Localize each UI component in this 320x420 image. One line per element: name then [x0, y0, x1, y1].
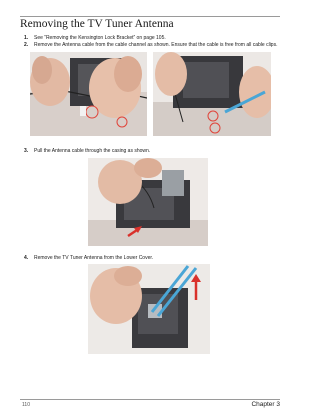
step-text: Remove the TV Tuner Antenna from the Lower Cover.: [34, 255, 154, 261]
step-text: See “Removing the Kensington Lock Bracket” on page 105.: [34, 35, 166, 41]
step-3-photo: [88, 158, 208, 246]
chapter-label: Chapter 3: [251, 401, 280, 408]
step-text: Remove the Antenna cable from the cable channel as shown. Ensure that the cable is free from all cable clips.: [34, 42, 278, 48]
page-number: 110: [22, 402, 30, 408]
page-title: Removing the TV Tuner Antenna: [20, 18, 174, 30]
footer-rule: [20, 399, 280, 400]
step-2-photo-left: [30, 52, 147, 136]
header-rule: [20, 16, 280, 17]
step-text: Pull the Antenna cable through the casing as shown.: [34, 148, 151, 154]
step-number: 2.: [24, 42, 29, 48]
step-2-photo-right: [153, 52, 271, 136]
step-4-photo: [88, 264, 210, 354]
step-number: 1.: [24, 35, 29, 41]
step-number: 4.: [24, 255, 29, 261]
step-number: 3.: [24, 148, 29, 154]
